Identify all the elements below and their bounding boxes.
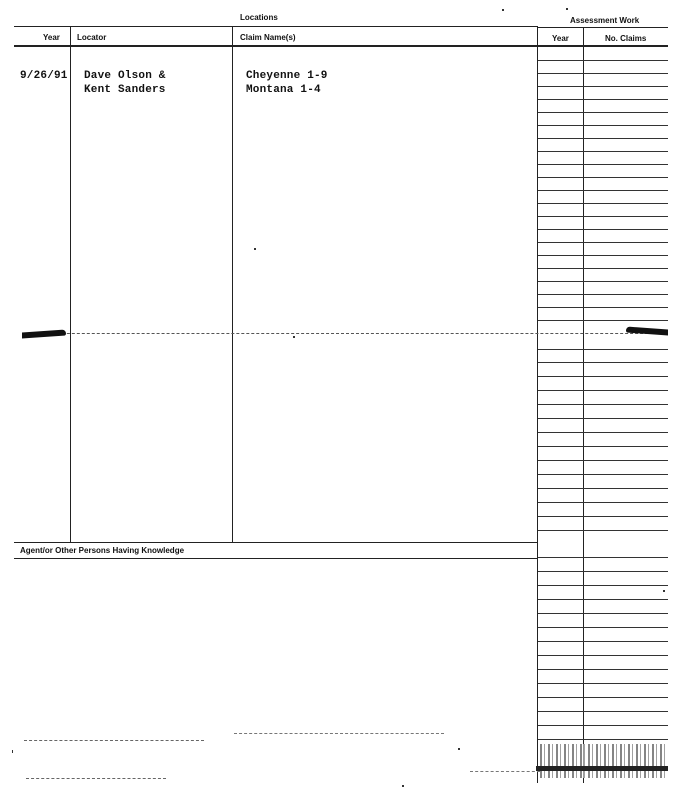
aw-row-rule [538,362,668,363]
entry-locator-line2: Kent Sanders [84,84,166,96]
aw-row-rule [538,138,668,139]
scan-speck [458,748,460,750]
divider-year-locator [70,27,71,542]
aw-row-rule [538,557,668,558]
scan-speck [663,590,665,592]
agent-header-rule [14,558,538,559]
agent-top-rule [14,542,538,543]
aw-row-rule [538,164,668,165]
aw-row-rule [538,151,668,152]
scan-speck [502,9,504,11]
locator-column-header: Locator [77,33,107,42]
aw-row-rule [538,697,668,698]
entry-locator-line1: Dave Olson & [84,70,166,82]
aw-row-rule [538,99,668,100]
scan-dashes-4 [470,771,540,772]
aw-row-rule [538,711,668,712]
aw-row-rule [538,216,668,217]
aw-row-rule [538,474,668,475]
aw-row-rule [538,320,668,321]
aw-row-rule [538,655,668,656]
top-rule [14,26,538,27]
aw-row-rule [538,190,668,191]
aw-row-rule [538,349,668,350]
aw-row-rule [538,641,668,642]
aw-row-rule [538,255,668,256]
aw-row-rule [538,418,668,419]
scan-dashes-2 [234,733,444,734]
assessment-work-header: Assessment Work [570,16,640,25]
aw-row-rule [538,294,668,295]
aw-row-rule [538,86,668,87]
aw-row-rule [538,739,668,740]
year-column-header: Year [43,33,60,42]
entry-claim-line1: Cheyenne 1-9 [246,70,328,82]
scan-speck [566,8,568,10]
scan-speck [293,336,295,338]
aw-row-rule [538,390,668,391]
scan-dashes-1 [24,740,204,741]
entry-claim-line2: Montana 1-4 [246,84,321,96]
aw-row-rule [538,376,668,377]
no-claims-column-header: No. Claims [605,34,647,43]
aw-row-rule [538,530,668,531]
aw-row-rule [538,446,668,447]
aw-row-rule [538,112,668,113]
aw-row-rule [538,571,668,572]
aw-row-rule [538,404,668,405]
aw-row-rule [538,242,668,243]
divider-locator-claims [232,27,233,542]
aw-row-rule [538,432,668,433]
assessment-year-column-header: Year [552,34,569,43]
aw-row-rule [538,725,668,726]
scan-speck [402,785,404,787]
aw-row-rule [538,488,668,489]
scan-dashes-3 [26,778,166,779]
aw-row-rule [538,683,668,684]
aw-row-rule [538,627,668,628]
aw-row-rule [538,203,668,204]
claim-names-column-header: Claim Name(s) [240,33,296,42]
aw-row-rule [538,60,668,61]
locations-header: Locations [240,13,278,22]
binding-mark-left [22,329,66,338]
aw-row-rule [538,502,668,503]
aw-row-rule [538,460,668,461]
agent-section-header: Agent/or Other Persons Having Knowledge [20,546,185,555]
aw-row-rule [538,268,668,269]
aw-row-rule [538,307,668,308]
entry-year: 9/26/91 [20,70,68,82]
aw-row-rule [538,281,668,282]
aw-row-rule [538,599,668,600]
aw-row-rule [538,613,668,614]
aw-row-rule [538,516,668,517]
aw-row-rule [538,669,668,670]
scan-noise-bar [536,766,668,771]
assessment-top-rule [538,27,668,28]
aw-row-rule [538,177,668,178]
aw-row-rule [538,73,668,74]
scan-noise-block [540,744,668,778]
aw-row-rule [538,585,668,586]
fold-line [22,333,668,334]
aw-row-rule [538,229,668,230]
scan-speck [12,750,13,753]
binding-mark-right [626,327,668,336]
column-header-rule [14,45,668,47]
scan-speck [254,248,256,250]
aw-row-rule [538,125,668,126]
